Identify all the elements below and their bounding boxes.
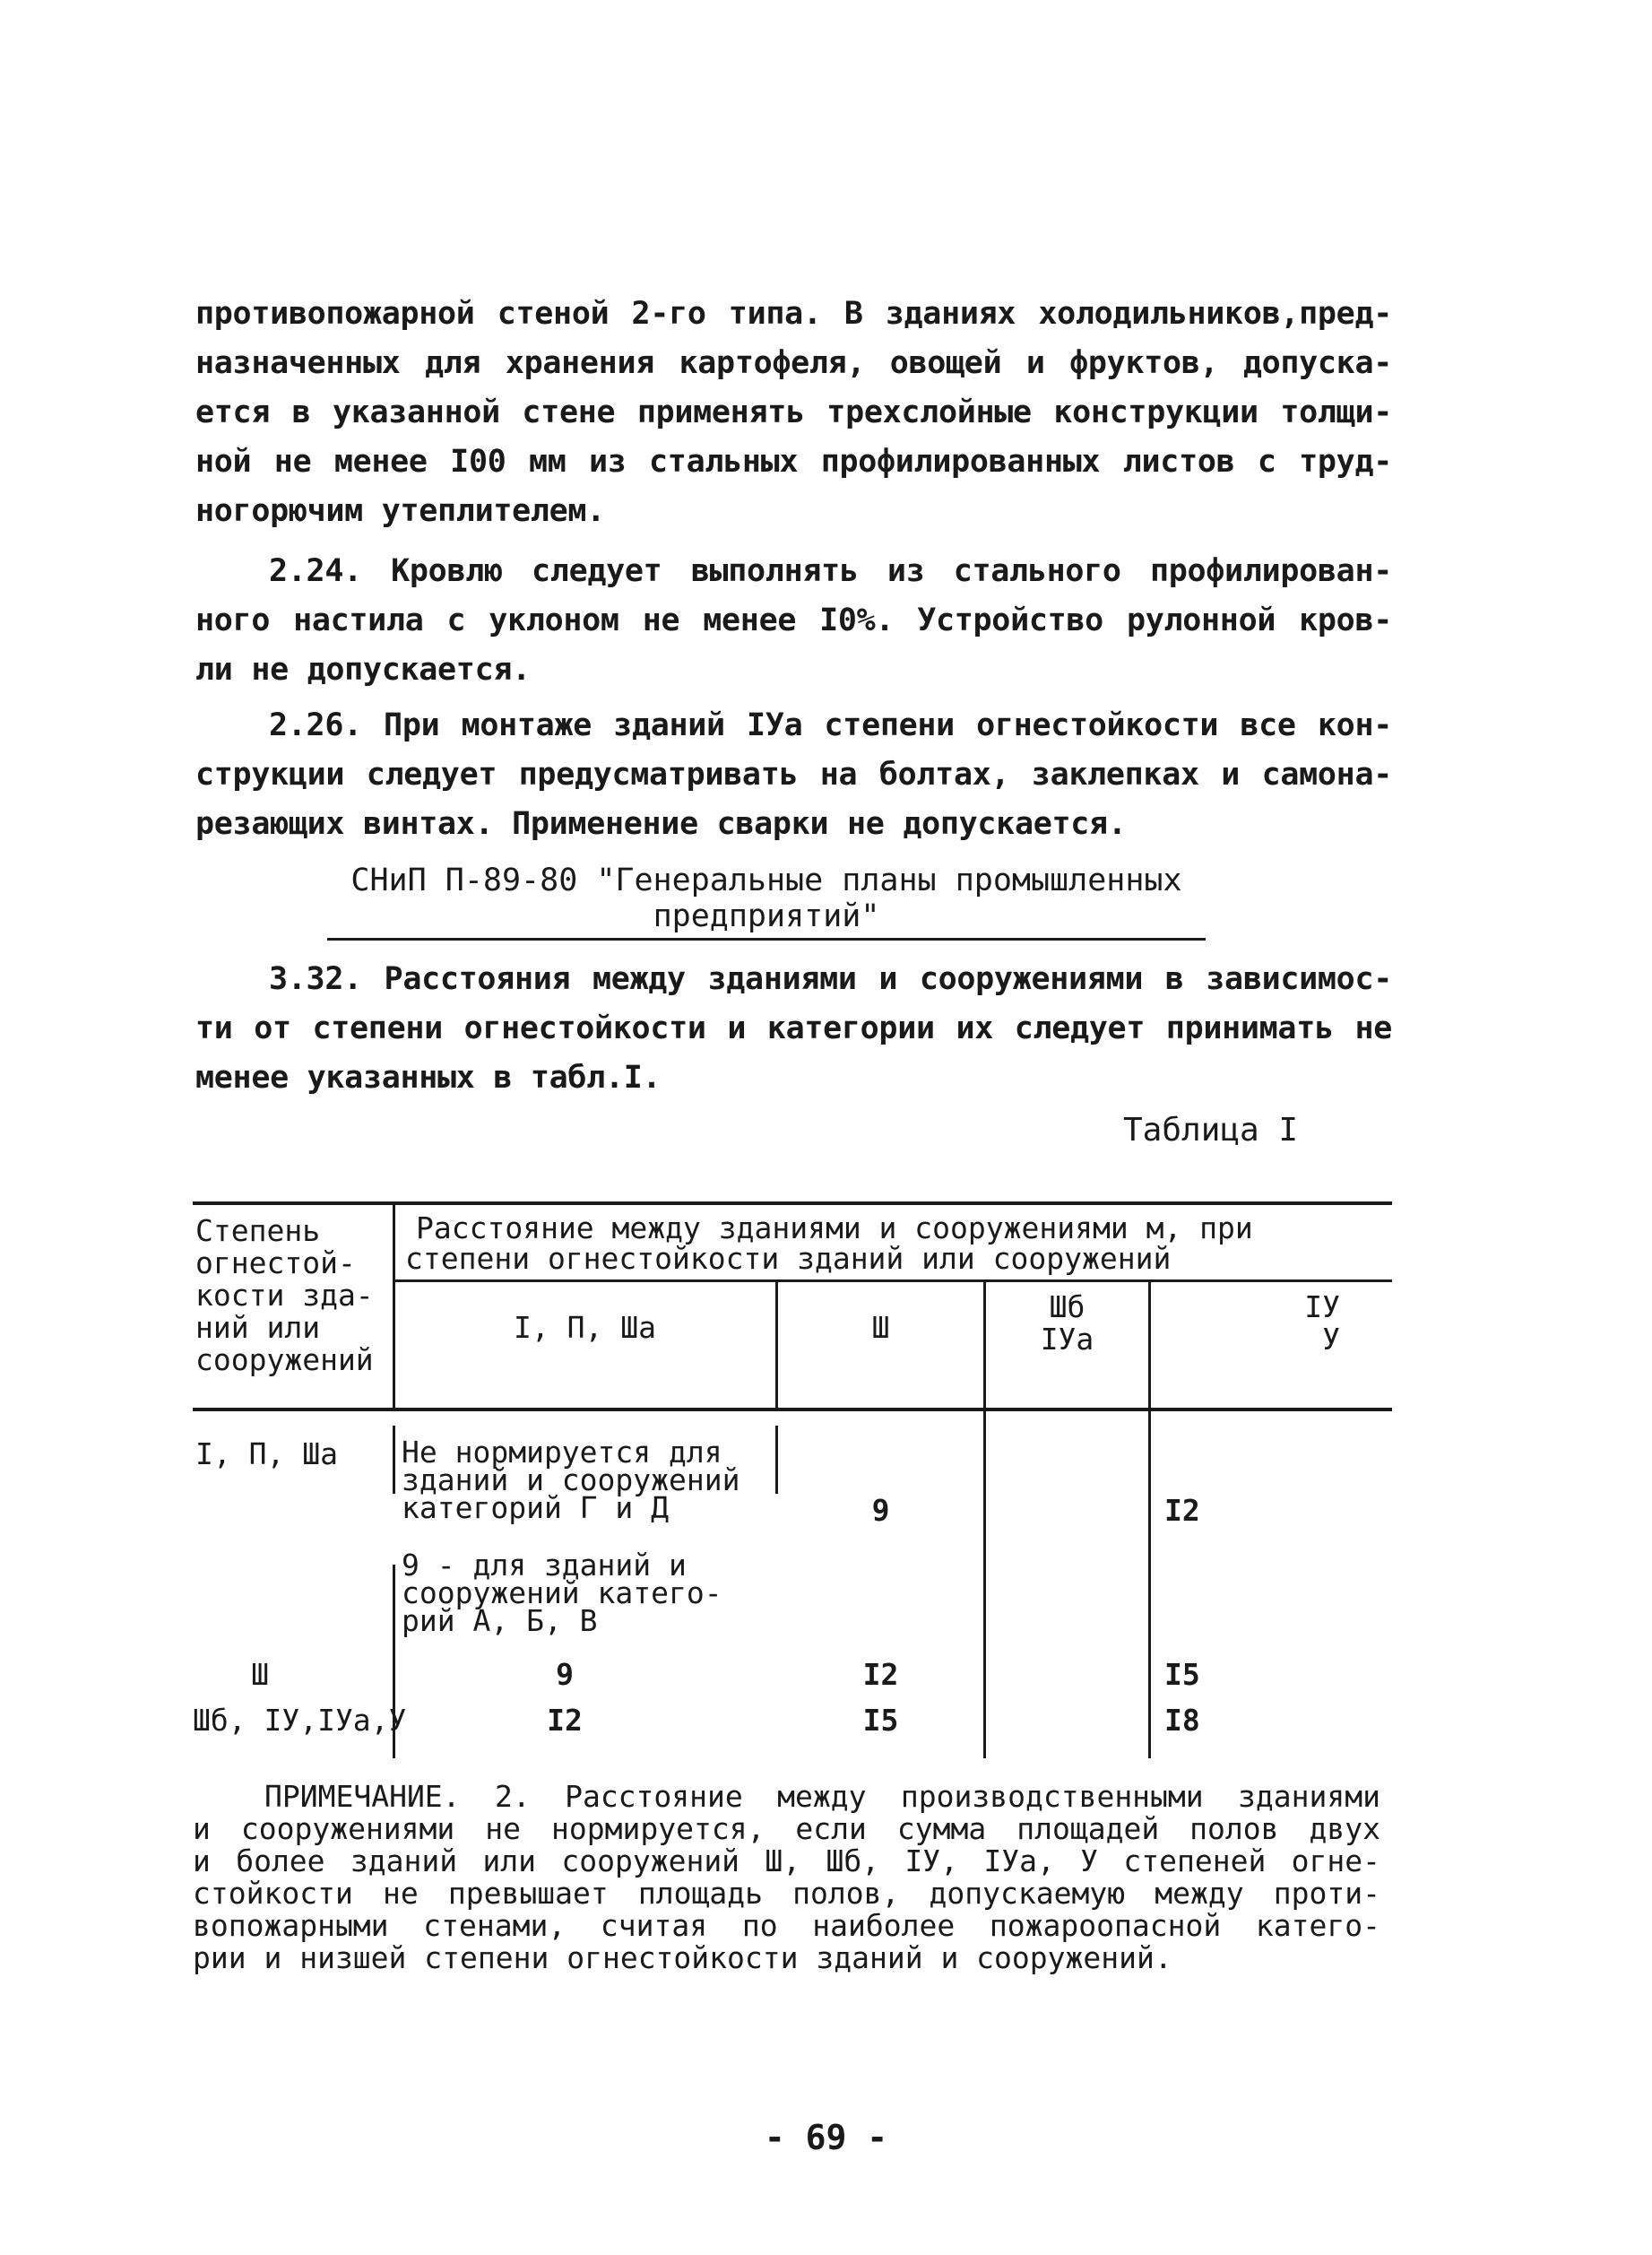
paragraph-firewall-type2 [195,290,1392,536]
table-subheader-c3 [986,1291,1148,1356]
cell-line: зданий и сооружений [402,1462,740,1497]
table-subheader-c4 [1250,1291,1340,1356]
header-line: степени огнестойкости зданий или сооружений [405,1241,1172,1276]
text-line: ного настила с уклоном не менее I0%. Устройство рулонной кров- [195,603,1392,638]
cell-line: 9 - для зданий и [402,1548,687,1583]
table-cell-c1: 9 [556,1657,574,1692]
table-cell-c1-secondary [402,1548,774,1638]
table-row-label: Шб, IУ,IУа,У [193,1703,407,1738]
table-cell-c4: I5 [1164,1657,1200,1692]
header-line: Шб [1049,1289,1085,1324]
table-cell-c4: I2 [1164,1493,1200,1528]
header-line: У [1322,1322,1340,1357]
header-line: ний или [195,1310,321,1345]
text-line: 2.26. При монтаже зданий IУа степени огнестойкости все кон- [269,707,1392,743]
note-line: стойкости не превышает площадь полов, допускаемую между проти- [193,1876,1380,1911]
header-line: IУ [1304,1289,1340,1324]
table-col-divider [393,1426,395,1494]
text-line: ной не менее I00 мм из стальных профилированных листов с труд- [195,444,1392,480]
note-line: ПРИМЕЧАНИЕ. 2. Расстояние между производственными зданиями [264,1779,1380,1814]
text-line: ется в указанной стене применять трехслойные конструкции толщи- [195,395,1392,430]
text-line: резающих винтах. Применение сварки не допускается. [195,806,1127,842]
cell-line: рий А, Б, В [402,1603,598,1638]
table-header-distance-group [405,1210,1387,1276]
table-col-divider [775,1281,778,1408]
table-col-divider [393,1203,395,1408]
paragraph-2-24 [195,547,1392,695]
table-col-divider [775,1426,778,1494]
cell-line: Не нормируется для [402,1435,722,1470]
text-line: струкции следует предусматривать на болтах, заклепках и самона- [195,757,1392,793]
table-note [193,1781,1380,1974]
table-group-header-rule [394,1279,1392,1282]
table-row-label: Ш [251,1657,269,1692]
note-line: рии и низшей степени огнестойкости зданий и сооружений. [193,1940,1172,1975]
heading-underline [327,938,1206,941]
text-line: ти от степени огнестойкости и категории их следует принимать не [195,1010,1392,1046]
paragraph-2-26 [195,701,1392,849]
table-cell-c2: I5 [862,1703,899,1738]
paragraph-3-32 [195,955,1392,1103]
table-cell-c1 [402,1435,774,1525]
table-col-divider [1148,1281,1151,1758]
header-line: IУа [1040,1322,1094,1357]
table-top-rule [193,1201,1392,1205]
header-line: огнестой- [195,1245,356,1280]
text-line: менее указанных в табл.I. [195,1060,662,1096]
header-line: Расстояние между зданиями и сооружениями м, при [416,1210,1253,1245]
cell-line: категорий Г и Д [402,1490,670,1525]
note-line: и более зданий или сооружений Ш, Шб, IУ, IУа, У степеней огне- [193,1843,1380,1878]
table-subheader-c2: Ш [871,1310,890,1345]
note-line: и сооружениями не нормируется, если сумма площадей полов двух [193,1811,1380,1846]
section-heading-snip [327,863,1206,934]
table-row-label: I, П, Шa [195,1436,338,1471]
note-line: вопожарными стенами, считая по наиболее пожароопасной катего- [193,1908,1380,1943]
page-number: - 69 - [764,2118,888,2157]
cell-line: сооружений катего- [402,1575,722,1610]
header-line: сооружений [195,1342,374,1377]
table-subheader-c1: I, П, Шa [514,1310,656,1345]
table-cell-c4: I8 [1164,1703,1200,1738]
text-line: 3.32. Расстояния между зданиями и сооружениями в зависимос- [269,961,1392,997]
text-line: ли не допускается. [195,652,531,688]
table-cell-c2: 9 [871,1493,890,1528]
text-line: противопожарной стеной 2-го типа. В зданиях холодильников,пред- [195,296,1392,332]
table-header-fire-resistance-degree [195,1215,391,1376]
table-header-bottom-rule [193,1408,1392,1411]
text-line: ногорючим утеплителем. [195,493,605,529]
table-cell-c1: I2 [547,1703,583,1738]
text-line: 2.24. Кровлю следует выполнять из стального профилирован- [269,553,1392,589]
header-line: кости зда- [195,1278,374,1313]
text-line: назначенных для хранения картофеля, овощей и фруктов, допуска- [195,345,1392,381]
heading-line: СНиП П-89-80 "Генеральные планы промышленных [350,863,1182,898]
table-caption: Таблица I [1123,1112,1299,1149]
header-line: Степень [195,1213,321,1248]
heading-line: предприятий" [653,898,880,934]
table-cell-c2: I2 [862,1657,899,1692]
